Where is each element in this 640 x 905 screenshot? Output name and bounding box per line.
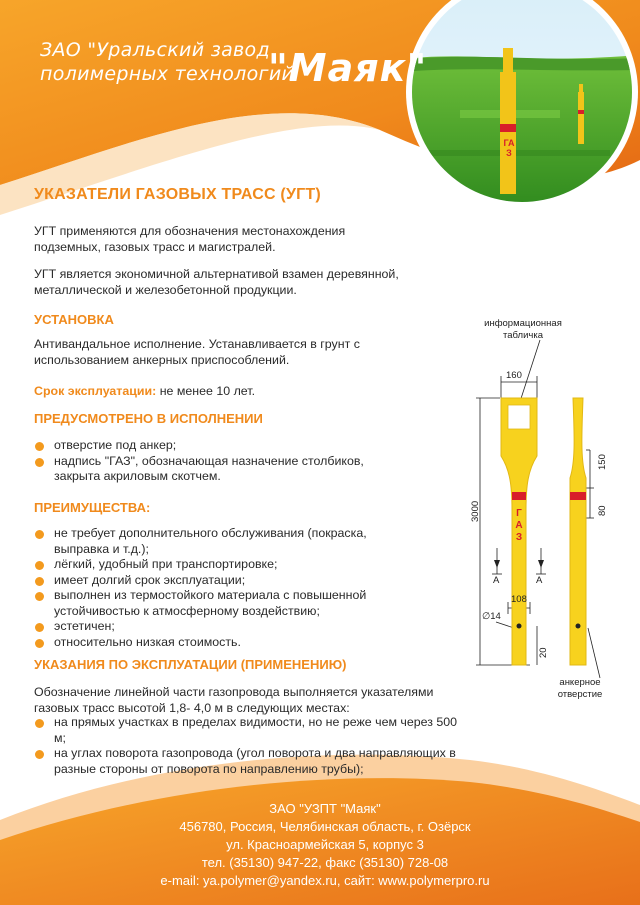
company-name	[40, 38, 294, 86]
intro-paragraph-1: УГТ применяются для обозначения местонахождения подземных, газовых трасс и магистралей.	[34, 224, 346, 254]
anchor-label-line-1: анкерное	[559, 677, 601, 688]
list-item: отверстие под анкер;	[34, 438, 394, 454]
photo-marker-label: ГАЗ	[503, 138, 515, 158]
page-title: УКАЗАТЕЛИ ГАЗОВЫХ ТРАСС (УГТ)	[34, 186, 321, 203]
footer-address: 456780, Россия, Челябинская область, г. Озёрск	[179, 819, 471, 834]
installation-text: Антивандальное исполнение. Устанавливается в грунт с использованием анкерных приспособлений.	[34, 337, 360, 367]
diagram-gas-letter-3: З	[515, 532, 523, 543]
footer-contacts	[150, 800, 500, 890]
company-line-2: полимерных технологий	[40, 63, 295, 85]
diagram-gas-letter-2: А	[515, 520, 523, 531]
footer-email-link[interactable]: e-mail: ya.polymer@yandex.ru, сайт: www.polymerpro.ru	[160, 873, 490, 888]
advantages-heading: ПРЕИМУЩЕСТВА:	[34, 500, 151, 515]
list-item: имеет долгий срок эксплуатации;	[34, 573, 389, 589]
footer-company: ЗАО "УЗПТ "Маяк"	[269, 801, 381, 816]
plate-label-line-2: табличка	[503, 330, 543, 341]
section-a-right-label: А	[536, 575, 543, 586]
dim-14-label: ∅14	[482, 611, 501, 622]
photo-field	[400, 0, 640, 210]
section-a-left-label: А	[493, 575, 500, 586]
footer-street: ул. Красноармейская 5, корпус 3	[226, 837, 424, 852]
diagram-gas-letter-1: Г	[516, 508, 522, 519]
dim-150-label: 150	[597, 454, 608, 470]
dim-108-label: 108	[511, 594, 527, 605]
installation-heading: УСТАНОВКА	[34, 312, 114, 327]
list-item: на углах поворота газопровода (угол поворота и два направляющих в разные стороны от поворота по направлению трубы);	[34, 746, 464, 777]
anchor-label-line-2: отверстие	[557, 689, 603, 700]
plate-label-line-1: информационная	[484, 318, 562, 329]
service-life-label: Срок эксплуатации:	[34, 384, 157, 398]
design-list	[34, 438, 394, 485]
intro-paragraph-2: УГТ является экономичной альтернативой взамен деревянной, металлической и железобетонной продукции.	[34, 267, 399, 297]
anchor-hole-label	[545, 677, 615, 701]
footer-phone: тел. (35130) 947-22, факс (35130) 728-08	[201, 855, 449, 870]
list-item: не требует дополнительного обслуживания (покраска, выправка и т.д.);	[34, 526, 389, 557]
list-item: надпись "ГАЗ", обозначающая назначение столбиков, закрыта акриловым скотчем.	[34, 454, 394, 485]
usage-heading: УКАЗАНИЯ ПО ЭКСПЛУАТАЦИИ (ПРИМЕНЕНИЮ)	[34, 657, 347, 672]
company-line-1: ЗАО "Уральский завод	[40, 39, 270, 61]
dim-80-label: 80	[597, 505, 608, 516]
brand-name: "Маяк"	[268, 46, 428, 90]
list-item: эстетичен;	[34, 619, 389, 635]
dim-20-label: 20	[538, 647, 549, 658]
service-life-value: не менее 10 лет.	[156, 384, 256, 398]
list-item: относительно низкая стоимость.	[34, 635, 389, 651]
list-item: на прямых участках в пределах видимости, но не реже чем через 500 м;	[34, 715, 464, 746]
list-item: выполнен из термостойкого материала с повышенной устойчивостью к атмосферному воздействию;	[34, 588, 389, 619]
usage-list	[34, 715, 464, 777]
advantages-list	[34, 526, 389, 650]
design-heading: ПРЕДУСМОТРЕНО В ИСПОЛНЕНИИ	[34, 411, 263, 426]
dim-3000-label: 3000	[470, 500, 481, 522]
service-life	[34, 383, 255, 399]
info-plate	[508, 405, 530, 429]
dim-160-label: 160	[506, 370, 522, 381]
plate-label	[468, 318, 578, 342]
list-item: лёгкий, удобный при транспортировке;	[34, 557, 389, 573]
usage-text: Обозначение линейной части газопровода выполняется указателями газовых трасс высотой 1,8- 4,0 м в следующих местах:	[34, 685, 434, 715]
